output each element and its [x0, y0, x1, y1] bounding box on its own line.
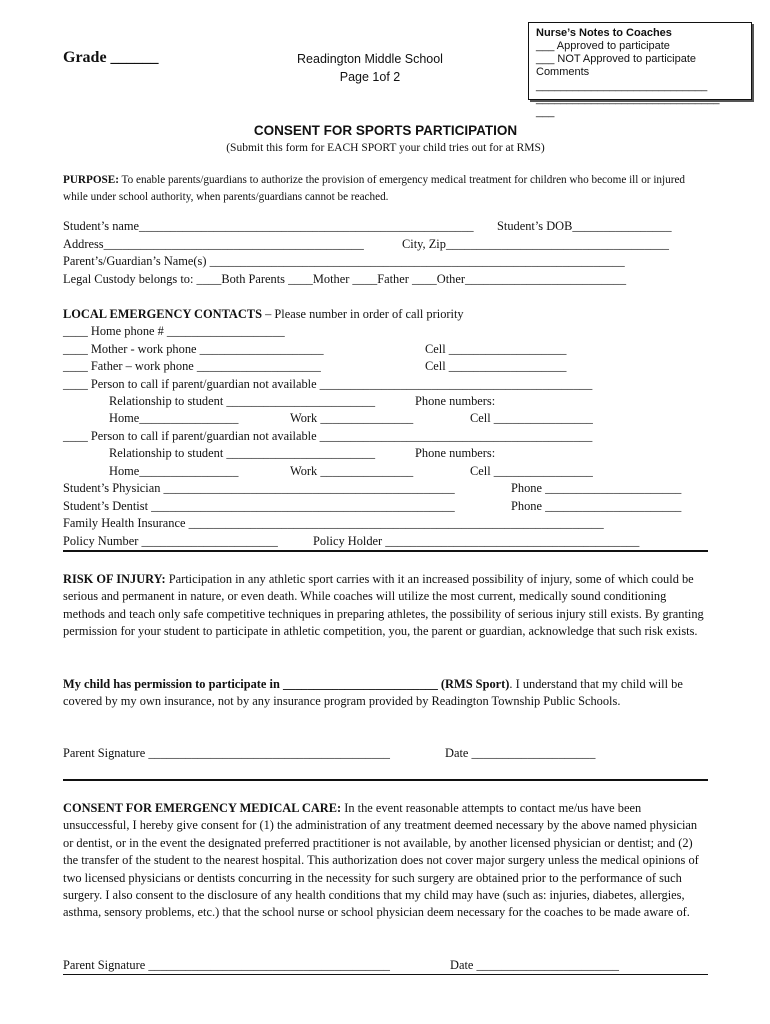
- form-subtitle: (Submit this form for EACH SPORT your child tries out for at RMS): [226, 142, 545, 154]
- form-title: CONSENT FOR SPORTS PARTICIPATION: [253, 123, 518, 138]
- section-divider-2: [63, 779, 708, 781]
- work-2-field[interactable]: Work _______________: [290, 464, 414, 478]
- mother-work-phone-field[interactable]: ____ Mother - work phone ____________________: [63, 342, 324, 356]
- comments-label: Comments: [536, 66, 590, 78]
- emergency-consent-paragraph: [63, 800, 708, 922]
- alternate-contact-2-field[interactable]: ____ Person to call if parent/guardian not available ____________________________________________: [63, 429, 593, 443]
- parent-signature-1-field[interactable]: Parent Signature _______________________________________: [63, 746, 390, 760]
- legal-custody-field[interactable]: Legal Custody belongs to: ____Both Parents ____Mother ____Father ____Other__________________________: [63, 272, 627, 286]
- grade-blank[interactable]: ______: [110, 49, 159, 66]
- father-work-phone-field[interactable]: ____ Father – work phone ____________________: [63, 359, 321, 373]
- policy-holder-field[interactable]: Policy Holder _________________________________________: [313, 534, 640, 548]
- comments-line-1[interactable]: ____________________________: [536, 80, 708, 92]
- mother-cell-field[interactable]: Cell ___________________: [425, 342, 567, 356]
- consent-label: CONSENT FOR EMERGENCY MEDICAL CARE:: [63, 801, 342, 815]
- student-name-field[interactable]: Student’s name______________________________________________________: [63, 219, 474, 233]
- phone-numbers-1-label: Phone numbers:: [415, 394, 496, 408]
- risk-label: RISK OF INJURY:: [63, 572, 166, 586]
- policy-number-field[interactable]: Policy Number ______________________: [63, 534, 278, 548]
- physician-field[interactable]: Student’s Physician _______________________________________________: [63, 481, 455, 495]
- alternate-contact-1-field[interactable]: ____ Person to call if parent/guardian not available ____________________________________________: [63, 377, 593, 391]
- cell-2-field[interactable]: Cell ________________: [470, 464, 593, 478]
- nurse-notes-title: Nurse’s Notes to Coaches: [536, 27, 672, 39]
- approved-option[interactable]: ___ Approved to participate: [536, 40, 670, 52]
- work-1-field[interactable]: Work _______________: [290, 411, 414, 425]
- relationship-2-field[interactable]: Relationship to student ________________________: [109, 446, 376, 460]
- home-2-field[interactable]: Home________________: [109, 464, 239, 478]
- risk-of-injury-paragraph: [63, 571, 708, 641]
- date-2-field[interactable]: Date _______________________: [450, 958, 619, 972]
- permission-paragraph: [63, 676, 708, 711]
- date-1-field[interactable]: Date ____________________: [445, 746, 596, 760]
- sport-field[interactable]: My child has permission to participate in _________________________: [63, 677, 438, 691]
- grade-field: [63, 49, 159, 67]
- home-1-field[interactable]: Home________________: [109, 411, 239, 425]
- guardian-name-field[interactable]: Parent’s/Guardian’s Name(s) ___________________________________________________________________: [63, 254, 625, 268]
- father-cell-field[interactable]: Cell ___________________: [425, 359, 567, 373]
- school-name: Readington Middle School: [297, 52, 443, 66]
- home-phone-field[interactable]: ____ Home phone # ___________________: [63, 324, 285, 338]
- purpose-paragraph: [63, 172, 708, 205]
- section-divider-3: [63, 974, 708, 975]
- address-field[interactable]: Address__________________________________________: [63, 237, 364, 251]
- risk-text: Participation in any athletic sport carries with it an increased possibility of injury, some of which could be serious and permanent in nature, or even death. While coaches will utilize the most current, medically sound conditioning methods and teach only safe competitive techniques in preparing athletes, the possibility of serious injury still exists. By granting permission for your student to participate in athletic competition, you, the parent or guardian, acknowledge that such risk exists.: [63, 572, 704, 639]
- phone-numbers-2-label: Phone numbers:: [415, 446, 496, 460]
- comments-line-2[interactable]: ______________________________: [536, 93, 720, 105]
- dentist-phone-field[interactable]: Phone ______________________: [511, 499, 682, 513]
- consent-text: In the event reasonable attempts to contact me/us have been unsuccessful, I hereby give consent for (1) the administration of any treatment deemed necessary by the above named physician or dentist, or in the event the designated preferred practitioner is not available, by another licensed physician or dentist; and (2) the transfer of the student to the nearest hospital. This authorization does not cover major surgery unless the medical opinions of two licensed physicians or dentists concurring in the necessity for such surgery are obtained prior to the performance of such surgery. I also consent to the disclosure of any health conditions that my child may have (such as: injuries, diabetes, allergies, asthma, sensory problems, etc.) that the school nurse or school physician deem necessary for the coaches to be made aware of.: [63, 801, 699, 920]
- purpose-text: To enable parents/guardians to authorize the provision of emergency medical treatment for children who become ill or injured while under school authority, when parents/guardians cannot be reached.: [63, 174, 686, 203]
- comments-line-3[interactable]: ___: [536, 106, 555, 118]
- student-dob-field[interactable]: Student’s DOB________________: [497, 219, 672, 233]
- relationship-1-field[interactable]: Relationship to student ________________________: [109, 394, 376, 408]
- grade-label: Grade: [63, 49, 107, 66]
- health-insurance-field[interactable]: Family Health Insurance ___________________________________________________________________: [63, 516, 604, 530]
- purpose-label: PURPOSE:: [63, 174, 119, 186]
- page-info: Page 1of 2: [339, 70, 401, 84]
- emergency-heading-note: – Please number in order of call priority: [261, 307, 464, 321]
- parent-signature-2-field[interactable]: Parent Signature _______________________________________: [63, 958, 390, 972]
- city-zip-field[interactable]: City, Zip____________________________________: [402, 237, 669, 251]
- emergency-heading-label: LOCAL EMERGENCY CONTACTS: [63, 307, 262, 321]
- cell-1-field[interactable]: Cell ________________: [470, 411, 593, 425]
- rms-sport-label: (RMS Sport): [437, 677, 510, 691]
- not-approved-option[interactable]: ___ NOT Approved to participate: [536, 53, 697, 65]
- emergency-contacts-heading: [63, 307, 464, 322]
- physician-phone-field[interactable]: Phone ______________________: [511, 481, 682, 495]
- permission-text: . I understand that my child will be covered by my own insurance, not by any insurance program provided by Readington Township Public Schools.: [63, 677, 683, 709]
- dentist-field[interactable]: Student’s Dentist _________________________________________________: [63, 499, 455, 513]
- section-divider-1: [63, 550, 708, 552]
